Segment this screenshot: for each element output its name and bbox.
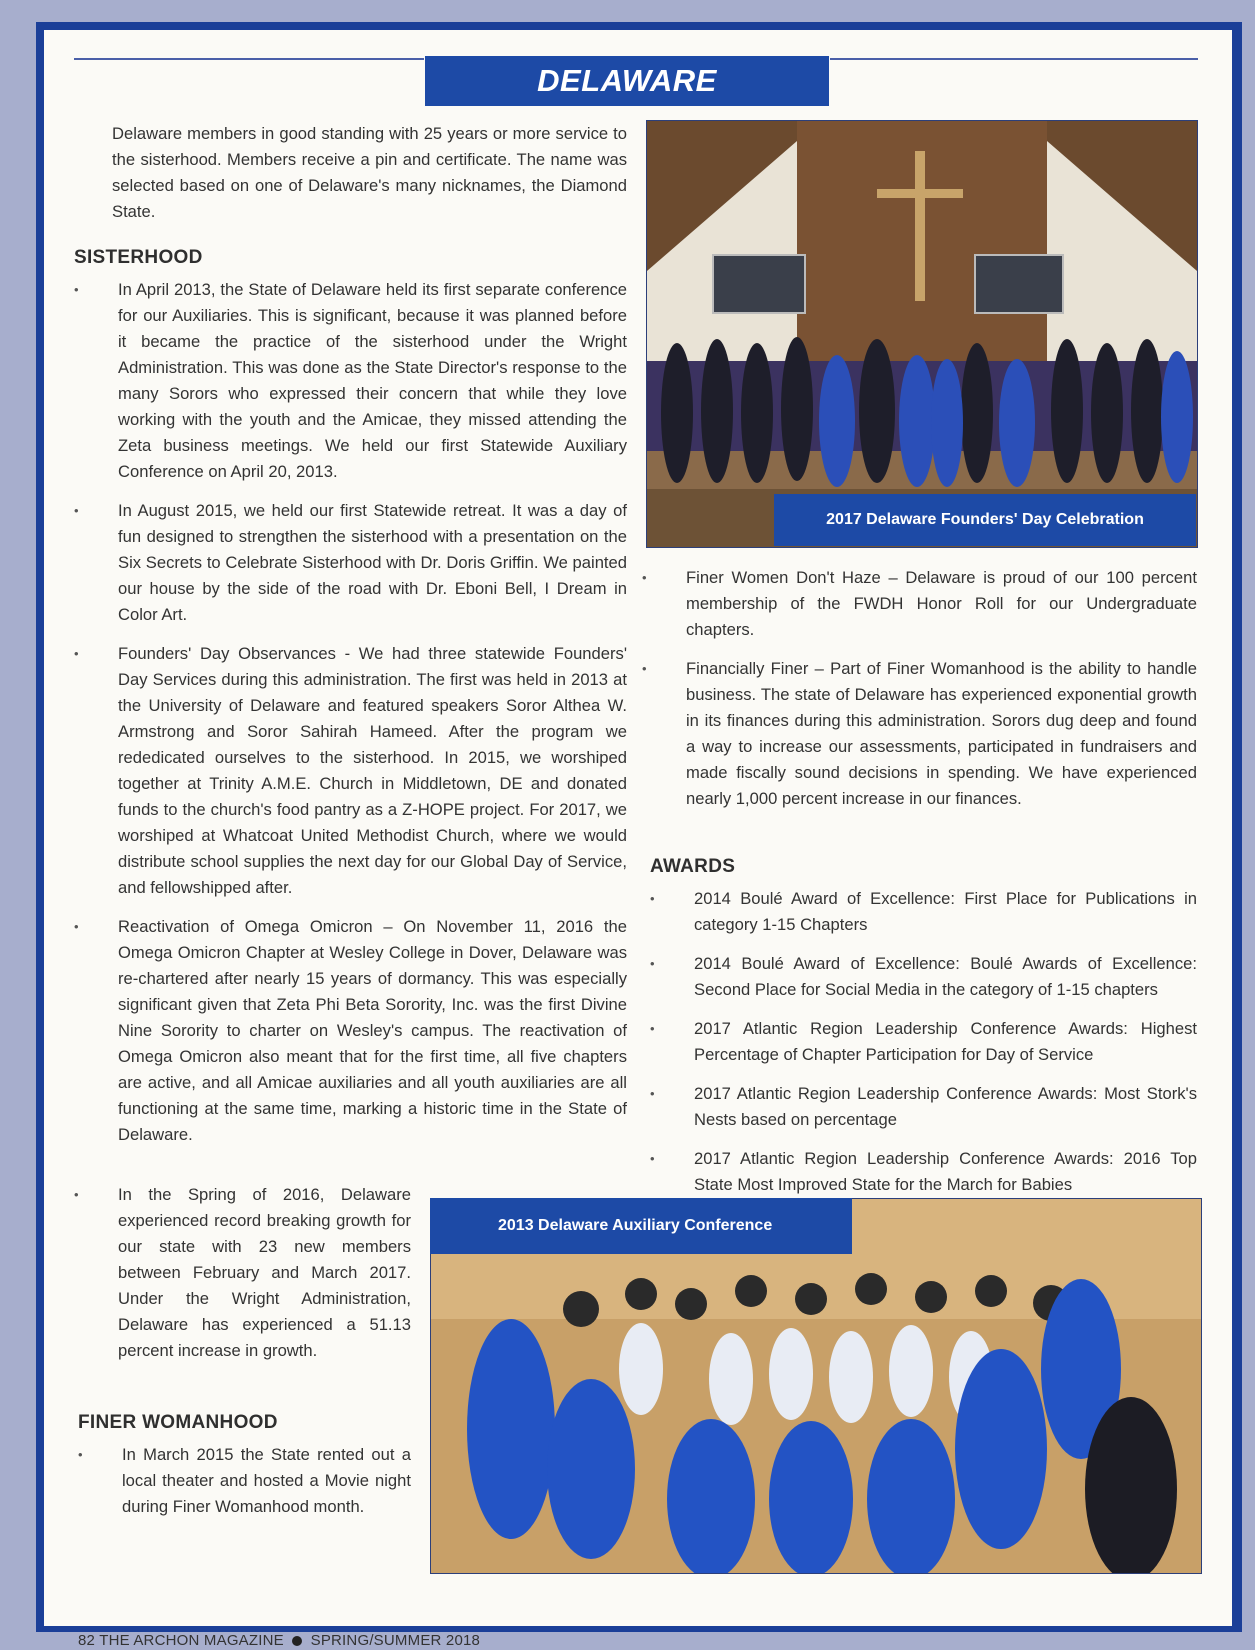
page-footer [78,1632,480,1649]
bullet-dot-icon [292,1636,302,1646]
list-item: • 2014 Boulé Award of Excellence: First Place for Publications in category 1-15 Chapters [650,886,1197,938]
intro-text [112,121,627,225]
list-item: • In August 2015, we held our first Statewide retreat. It was a day of fun designed to strengthen the sisterhood with a presentation on the Six Secrets to Celebrate Sisterhood with Dr. Doris Griffin. We painted our house by the side of the road with Dr. Eboni Bell, I Dream in Color Art. [74,498,627,628]
list-item: • In March 2015 the State rented out a local theater and hosted a Movie night during Finer Womanhood month. [78,1442,411,1520]
list-item: • 2017 Atlantic Region Leadership Conference Awards: 2016 Top State Most Improved State for the March for Babies [650,1146,1197,1198]
founders-day-photo [646,120,1198,548]
right-column-items [642,565,1197,825]
church-group-illustration [647,121,1197,547]
list-item: • 2014 Boulé Award of Excellence: Boulé Awards of Excellence: Second Place for Social Media in the category of 1-15 chapters [650,951,1197,1003]
page-number: 82 [78,1632,96,1649]
list-item: • In the Spring of 2016, Delaware experienced record breaking growth for our state with 23 new members between February and March 2017. Under the Wright Administration, Delaware has experienced a 51.13 percent increase in growth. [74,1182,411,1364]
awards-section [650,854,1197,1211]
auxiliary-group-illustration [431,1199,1201,1573]
list-item: • Reactivation of Omega Omicron – On November 11, 2016 the Omega Omicron Chapter at Wesley College in Dover, Delaware was re-chartered after nearly 15 years of dormancy. This was especially significant given that Zeta Phi Beta Sorority, Inc. was the first Divine Nine Sorority to charter on Wesley's campus. The reactivation of Omega Omicron also meant that for the first time, all five chapters are active, and all Amicae auxiliaries and all youth auxiliaries are all functioning at the same time, marking a historic time in the State of Delaware. [74,914,627,1148]
list-item: • 2017 Atlantic Region Leadership Conference Awards: Highest Percentage of Chapter Participation for Day of Service [650,1016,1197,1068]
sisterhood-section [74,245,627,1161]
list-item: • Founders' Day Observances - We had three statewide Founders' Day Services during this administration. The first was held in 2013 at the University of Delaware and featured speakers Soror Althea W. Armstrong and Soror Sahirah Hameed. After the program we rededicated ourselves to the sisterhood. In 2015, we worshiped together at Trinity A.M.E. Church in Middletown, DE and donated funds to the church's food pantry as a Z-HOPE project. For 2017, we worshiped at Whatcoat United Methodist Church, where we would distribute school supplies the next day for our Global Day of Service, and fellowshipped after. [74,641,627,901]
sisterhood-list [74,277,627,1148]
finer-womanhood-heading: FINER WOMANHOOD [78,1412,278,1433]
intro-paragraph: Delaware members in good standing with 25 years or more service to the sisterhood. Members receive a pin and certificate. The name was selected based on one of Delaware's many nicknames, the Diamond State. [112,124,627,221]
auxiliary-conference-photo [430,1198,1202,1574]
list-item: • Financially Finer – Part of Finer Womanhood is the ability to handle business. The state of Delaware has experienced exponential growth in its finances during this administration. Sorors dug deep and found a way to increase our assessments, participated in fundraisers and made fiscally sound decisions in spending. We have experienced nearly 1,000 percent increase in our finances. [642,656,1197,812]
founders-day-caption: 2017 Delaware Founders' Day Celebration [774,494,1196,546]
list-item: • 2017 Atlantic Region Leadership Conference Awards: Most Stork's Nests based on percentage [650,1081,1197,1133]
page-title: DELAWARE [425,56,829,106]
sisterhood-heading: SISTERHOOD [74,247,203,268]
issue-name: SPRING/SUMMER 2018 [310,1632,481,1649]
finer-womanhood-section [78,1410,411,1533]
growth-item [74,1182,411,1377]
auxiliary-conference-caption: 2013 Delaware Auxiliary Conference [430,1198,852,1254]
awards-heading: AWARDS [650,856,736,877]
magazine-name: THE ARCHON MAGAZINE [99,1632,284,1649]
list-item: • In April 2013, the State of Delaware held its first separate conference for our Auxiliaries. This is significant, because it was planned before it became the practice of the sisterhood under the Wright Administration. This was done as the State Director's response to the many Sorors who expressed their concern that while they love working with the youth and the Amicae, they missed attending the Zeta business meetings. We held our first Statewide Auxiliary Conference on April 20, 2013. [74,277,627,485]
awards-list [650,886,1197,1198]
title-rule-left [74,58,424,60]
title-rule-right [830,58,1198,60]
list-item: • Finer Women Don't Haze – Delaware is proud of our 100 percent membership of the FWDH Honor Roll for our Undergraduate chapters. [642,565,1197,643]
